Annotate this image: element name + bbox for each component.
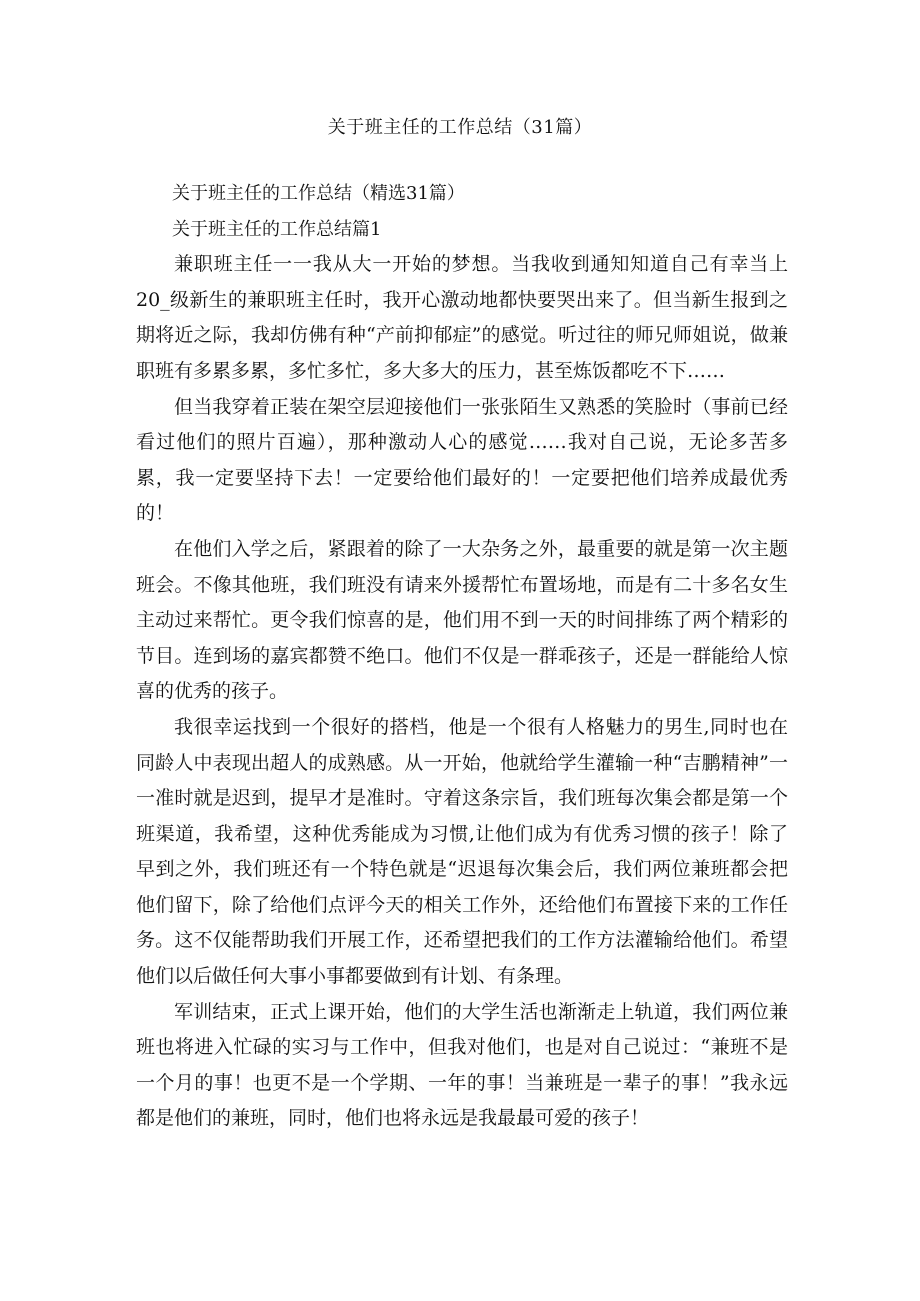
document-subtitle: 关于班主任的工作总结（精选31篇）: [172, 183, 465, 204]
paragraph-3: 在他们入学之后，紧跟着的除了一大杂务之外，最重要的就是第一次主题班会。不像其他班，我们班没有请来外援帮忙布置场地，而是有二十多名女生主动过来帮忙。更令我们惊喜的是，他们用不到一天的时间排练了两个精彩的节目。连到场的嘉宾都赞不绝口。他们不仅是一群乖孩子，还是一群能给人惊喜的优秀的孩子。: [136, 537, 788, 703]
paragraph-1: 兼职班主任一一我从大一开始的梦想。当我收到通知知道自己有幸当上20_级新生的兼职班主任时，我开心激动地都快要哭出来了。但当新生报到之期将近之际，我却仿佛有种“产前抑郁症”的感觉。听过往的师兄师姐说，做兼职班有多累多累，多忙多忙，多大多大的压力，甚至炼饭都吃不下……: [136, 253, 788, 382]
paragraph-2: 但当我穿着正装在架空层迎接他们一张张陌生又熟悉的笑脸时（事前已经看过他们的照片百遍），那种激动人心的感觉……我对自己说，无论多苦多累，我一定要坚持下去！一定要给他们最好的！一定要把他们培养成最优秀的！: [136, 395, 788, 525]
document-title: 关于班主任的工作总结（31篇）: [327, 117, 593, 138]
paragraph-4: 我很幸运找到一个很好的搭档，他是一个很有人格魅力的男生,同时也在同龄人中表现出超人的成熟感。从一开始，他就给学生灌输一种“吉鹏精神”一一准时就是迟到，提早才是准时。守着这条宗旨，我们班每次集会都是第一个班渠道，我希望，这种优秀能成为习惯,让他们成为有优秀习惯的孩子！除了早到之外，我们班还有一个特色就是“迟退每次集会后，我们两位兼班都会把他们留下，除了给他们点评今天的相关工作外，还给他们布置接下来的工作任务。这不仅能帮助我们开展工作，还希望把我们的工作方法灌输给他们。希望他们以后做任何大事小事都要做到有计划、有条理。: [136, 715, 788, 988]
document-body: [136, 176, 788, 1137]
section-heading: 关于班主任的工作总结篇1: [172, 218, 382, 240]
paragraph-5: 军训结束，正式上课开始，他们的大学生活也渐渐走上轨道，我们两位兼班也将进入忙碌的实习与工作中，但我对他们，也是对自己说过：“兼班不是一个月的事！也更不是一个学期、一年的事！当兼班是一辈子的事！”我永远都是他们的兼班，同时，他们也将永远是我最最可爱的孩子！: [136, 1000, 788, 1130]
